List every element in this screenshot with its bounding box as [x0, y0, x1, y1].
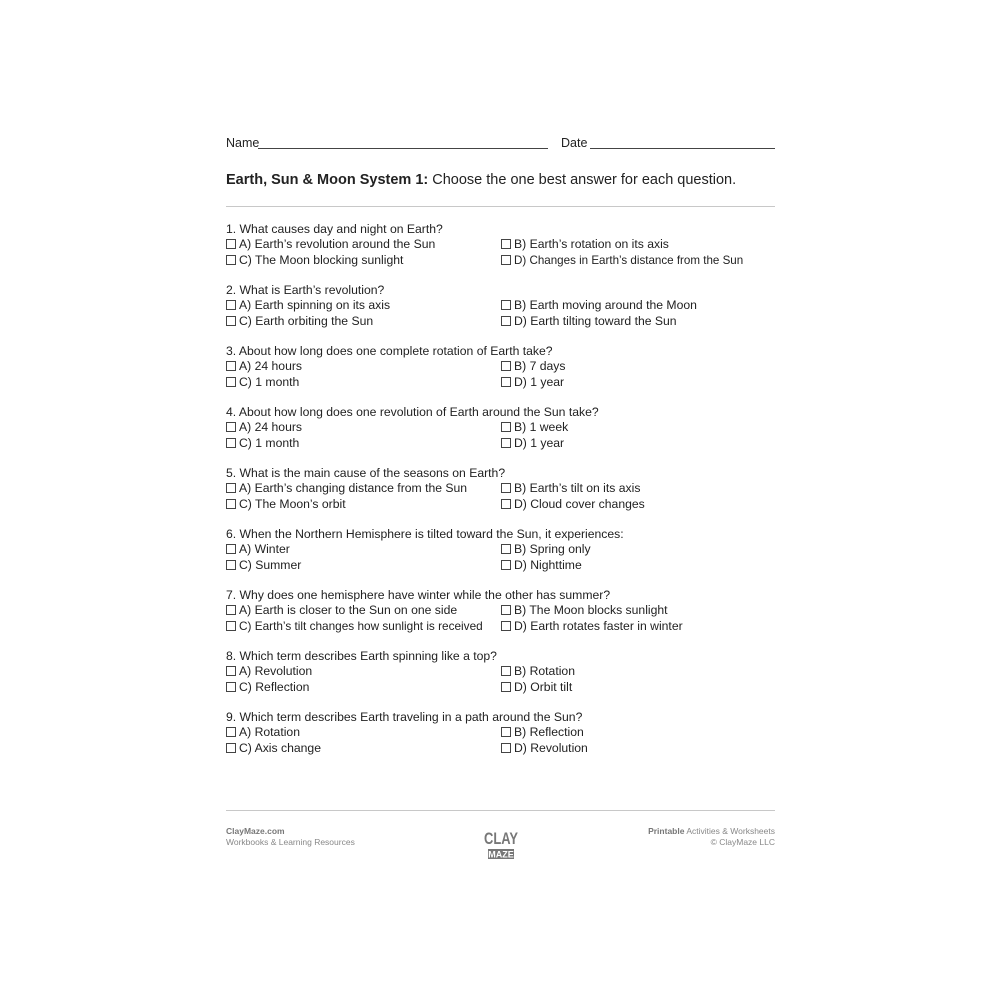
option-label: A) Winter: [239, 542, 290, 556]
checkbox-icon[interactable]: [501, 361, 511, 371]
question-7: [226, 588, 775, 633]
option-a[interactable]: [226, 420, 302, 435]
option-a[interactable]: [226, 237, 435, 252]
checkbox-icon[interactable]: [226, 239, 236, 249]
option-b[interactable]: [501, 359, 565, 374]
name-date-row: [226, 136, 775, 156]
question-4: [226, 405, 775, 450]
checkbox-icon[interactable]: [501, 255, 511, 265]
checkbox-icon[interactable]: [226, 438, 236, 448]
worksheet-title: [226, 172, 775, 188]
option-d[interactable]: [501, 619, 683, 634]
option-d[interactable]: [501, 436, 564, 451]
footer-copyright: © ClayMaze LLC: [710, 837, 775, 847]
option-c[interactable]: [226, 436, 299, 451]
option-label: A) Revolution: [239, 664, 313, 678]
option-label: D) Cloud cover changes: [514, 497, 645, 511]
question-6: [226, 527, 775, 572]
checkbox-icon[interactable]: [501, 666, 511, 676]
option-a[interactable]: [226, 664, 312, 679]
question-text: 4. About how long does one revolution of Earth around the Sun take?: [226, 405, 599, 419]
option-label: A) 24 hours: [239, 359, 303, 373]
option-label: C) 1 month: [239, 375, 300, 389]
footer-right: [648, 826, 775, 848]
checkbox-icon[interactable]: [226, 255, 236, 265]
checkbox-icon[interactable]: [226, 544, 236, 554]
option-c[interactable]: [226, 558, 301, 573]
checkbox-icon[interactable]: [501, 605, 511, 615]
question-text: 6. When the Northern Hemisphere is tilted toward the Sun, it experiences:: [226, 527, 624, 541]
option-label: D) 1 year: [514, 436, 565, 450]
option-label: B) Earth’s tilt on its axis: [514, 481, 641, 495]
name-label: Name: [226, 136, 260, 150]
date-label: Date: [561, 136, 588, 150]
option-label: C) The Moon blocking sunlight: [239, 253, 404, 267]
option-c[interactable]: [226, 741, 321, 756]
option-d[interactable]: [501, 497, 645, 512]
question-text: 9. Which term describes Earth traveling in a path around the Sun?: [226, 710, 583, 724]
option-label: C) Reflection: [239, 680, 310, 694]
option-label: D) Nighttime: [514, 558, 582, 572]
option-label: C) Summer: [239, 558, 302, 572]
option-label: B) The Moon blocks sunlight: [514, 603, 668, 617]
option-b[interactable]: [501, 725, 584, 740]
checkbox-icon[interactable]: [501, 682, 511, 692]
checkbox-icon[interactable]: [501, 499, 511, 509]
checkbox-icon[interactable]: [226, 377, 236, 387]
option-b[interactable]: [501, 420, 568, 435]
option-a[interactable]: [226, 481, 467, 496]
option-label: C) The Moon’s orbit: [239, 497, 346, 511]
option-c[interactable]: [226, 253, 403, 268]
checkbox-icon[interactable]: [226, 727, 236, 737]
option-label: D) Orbit tilt: [514, 680, 573, 694]
option-b[interactable]: [501, 237, 669, 252]
checkbox-icon[interactable]: [501, 300, 511, 310]
checkbox-icon[interactable]: [501, 544, 511, 554]
date-field[interactable]: [590, 148, 775, 149]
option-label: B) Rotation: [514, 664, 575, 678]
checkbox-icon[interactable]: [226, 682, 236, 692]
option-d[interactable]: [501, 314, 677, 329]
header-divider: [226, 206, 775, 207]
option-label: C) Axis change: [239, 741, 321, 755]
checkbox-icon[interactable]: [501, 727, 511, 737]
checkbox-icon[interactable]: [501, 239, 511, 249]
option-c[interactable]: [226, 497, 346, 512]
option-d[interactable]: [501, 375, 564, 390]
footer-tagline: Workbooks & Learning Resources: [226, 837, 355, 847]
checkbox-icon[interactable]: [501, 621, 511, 631]
question-text: 7. Why does one hemisphere have winter while the other has summer?: [226, 588, 611, 602]
option-label: D) Earth rotates faster in winter: [514, 619, 683, 633]
option-label: B) Spring only: [514, 542, 591, 556]
question-5: [226, 466, 775, 511]
checkbox-icon[interactable]: [226, 300, 236, 310]
question-2: [226, 283, 775, 328]
checkbox-icon[interactable]: [226, 483, 236, 493]
checkbox-icon[interactable]: [501, 438, 511, 448]
question-text: 2. What is Earth’s revolution?: [226, 283, 385, 297]
option-d[interactable]: [501, 253, 743, 268]
option-label: A) Rotation: [239, 725, 300, 739]
checkbox-icon[interactable]: [501, 560, 511, 570]
question-text: 1. What causes day and night on Earth?: [226, 222, 443, 236]
option-b[interactable]: [501, 298, 697, 313]
option-label: B) 7 days: [514, 359, 566, 373]
option-a[interactable]: [226, 298, 390, 313]
question-text: 5. What is the main cause of the seasons on Earth?: [226, 466, 506, 480]
option-label: B) 1 week: [514, 420, 569, 434]
footer-printable-rest: Activities & Worksheets: [684, 826, 775, 836]
question-3: [226, 344, 775, 389]
checkbox-icon[interactable]: [226, 361, 236, 371]
option-c[interactable]: [226, 619, 483, 634]
option-d[interactable]: [501, 741, 588, 756]
option-label: B) Reflection: [514, 725, 584, 739]
checkbox-icon[interactable]: [226, 560, 236, 570]
footer-printable: [648, 826, 775, 837]
checkbox-icon[interactable]: [226, 422, 236, 432]
option-b[interactable]: [501, 603, 668, 618]
option-label: A) Earth spinning on its axis: [239, 298, 391, 312]
footer-divider: [226, 810, 775, 811]
option-label: A) 24 hours: [239, 420, 303, 434]
logo-text-bottom: MAZE: [488, 849, 514, 860]
checkbox-icon[interactable]: [501, 743, 511, 753]
footer-left: [226, 826, 355, 848]
name-field[interactable]: [258, 148, 548, 149]
option-a[interactable]: [226, 725, 300, 740]
title-bold: Earth, Sun & Moon System 1:: [226, 172, 429, 188]
checkbox-icon[interactable]: [226, 316, 236, 326]
option-label: C) Earth orbiting the Sun: [239, 314, 374, 328]
option-c[interactable]: [226, 375, 299, 390]
option-a[interactable]: [226, 359, 302, 374]
option-d[interactable]: [501, 680, 572, 695]
claymaze-logo: [481, 824, 521, 864]
logo-text-top: CLAY: [484, 829, 519, 848]
question-9: [226, 710, 775, 755]
option-label: A) Earth’s revolution around the Sun: [239, 237, 436, 251]
question-text: 3. About how long does one complete rotation of Earth take?: [226, 344, 553, 358]
checkbox-icon[interactable]: [501, 422, 511, 432]
option-label: B) Earth’s rotation on its axis: [514, 237, 669, 251]
option-label: A) Earth’s changing distance from the Sun: [239, 481, 468, 495]
option-label: A) Earth is closer to the Sun on one side: [239, 603, 458, 617]
option-a[interactable]: [226, 542, 290, 557]
option-b[interactable]: [501, 481, 640, 496]
option-b[interactable]: [501, 664, 575, 679]
footer-printable-bold: Printable: [648, 826, 685, 836]
footer-site-link[interactable]: ClayMaze.com: [226, 826, 285, 836]
checkbox-icon[interactable]: [501, 316, 511, 326]
checkbox-icon[interactable]: [226, 499, 236, 509]
option-label: B) Earth moving around the Moon: [514, 298, 697, 312]
option-label: D) Changes in Earth’s distance from the Sun: [514, 254, 744, 267]
checkbox-icon[interactable]: [226, 621, 236, 631]
option-label: C) 1 month: [239, 436, 300, 450]
footer: [226, 810, 775, 870]
option-label: C) Earth’s tilt changes how sunlight is received: [239, 619, 483, 633]
question-8: [226, 649, 775, 694]
option-label: D) 1 year: [514, 375, 565, 389]
checkbox-icon[interactable]: [501, 377, 511, 387]
question-1: [226, 222, 775, 267]
checkbox-icon[interactable]: [226, 743, 236, 753]
checkbox-icon[interactable]: [226, 605, 236, 615]
option-a[interactable]: [226, 603, 457, 618]
checkbox-icon[interactable]: [501, 483, 511, 493]
question-text: 8. Which term describes Earth spinning like a top?: [226, 649, 497, 663]
option-c[interactable]: [226, 314, 373, 329]
option-b[interactable]: [501, 542, 591, 557]
checkbox-icon[interactable]: [226, 666, 236, 676]
option-label: D) Revolution: [514, 741, 588, 755]
title-instructions: Choose the one best answer for each question.: [428, 172, 737, 188]
option-c[interactable]: [226, 680, 309, 695]
option-d[interactable]: [501, 558, 582, 573]
option-label: D) Earth tilting toward the Sun: [514, 314, 677, 328]
